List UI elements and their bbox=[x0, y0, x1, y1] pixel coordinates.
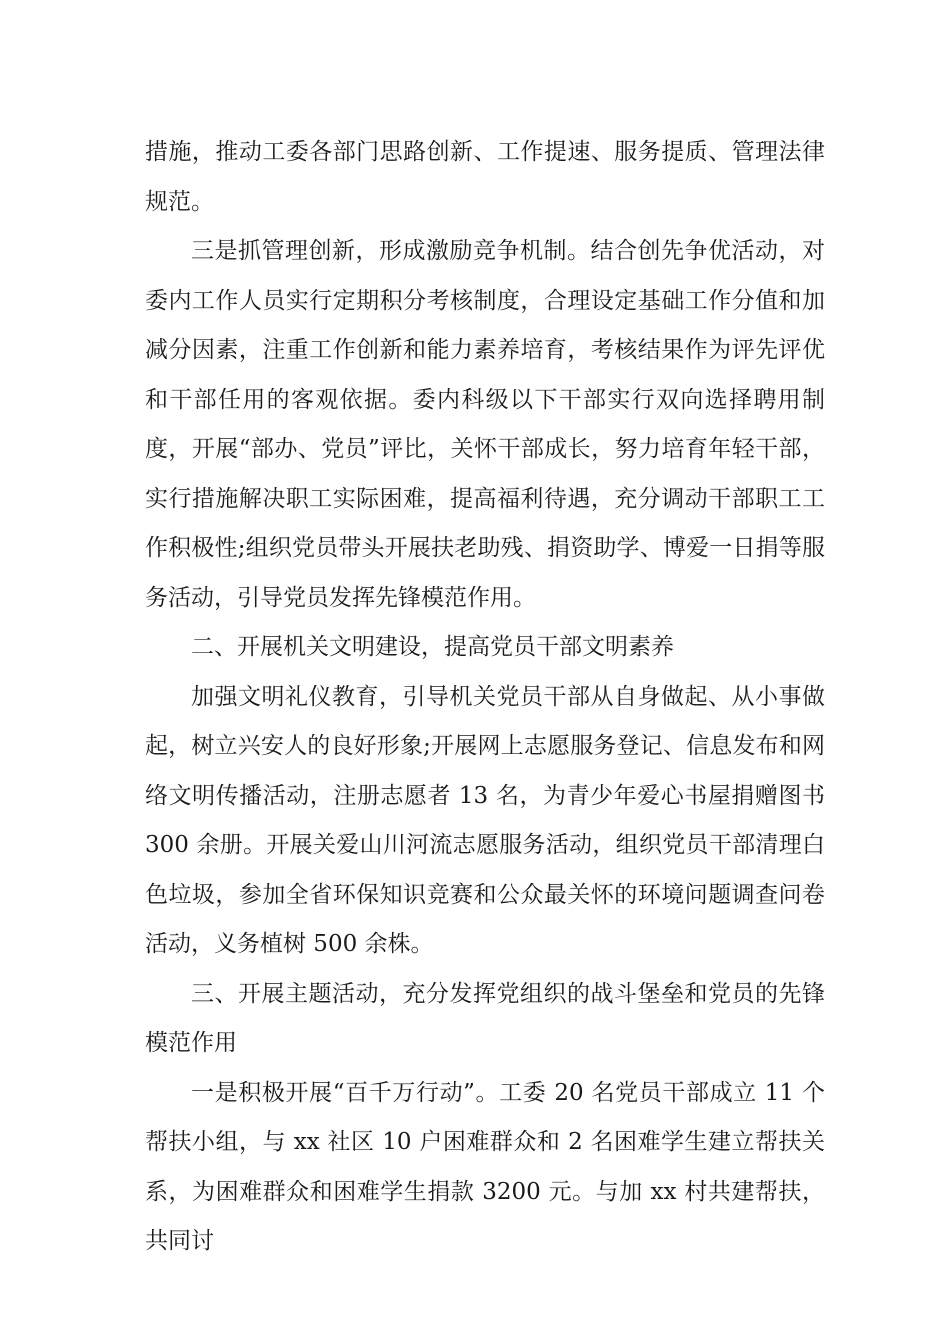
section-heading-civilization: 二、开展机关文明建设，提高党员干部文明素养 bbox=[191, 634, 674, 660]
section-heading-theme-activities: 三、开展主题活动，充分发挥党组织的战斗堡垒和党员的先锋模范作用 bbox=[145, 980, 825, 1056]
paragraph-management-innovation: 三是抓管理创新，形成激励竞争机制。结合创先争优活动，对委内工作人员实行定期积分考核制度，合理设定基础工作分值和加减分因素，注重工作创新和能力素养培育，考核结果作为评先评优和干部任用的客观依据。委内科级以下干部实行双向选择聘用制度，开展“部办、党员”评比，关怀干部成长，努力培育年轻干部，实行措施解决职工实际困难，提高福利待遇，充分调动干部职工工作积极性;组织党员带头开展扶老助残、捐资助学、博爱一日捐等服务活动，引导党员发挥先锋模范作用。 bbox=[145, 238, 825, 611]
paragraph-continuation: 措施，推动工委各部门思路创新、工作提速、服务提质、管理法律规范。 bbox=[145, 139, 825, 215]
paragraph-hundred-thousand-action: 一是积极开展“百千万行动”。工委 20 名党员干部成立 11 个帮扶小组，与 xx 社区 10 户困难群众和 2 名困难学生建立帮扶关系，为困难群众和困难学生捐款 3200 元。与加 xx 村共建帮扶，共同讨 bbox=[145, 1079, 825, 1254]
paragraph-civilization-etiquette: 加强文明礼仪教育，引导机关党员干部从自身做起、从小事做起，树立兴安人的良好形象;开展网上志愿服务登记、信息发布和网络文明传播活动，注册志愿者 13 名，为青少年爱心书屋捐赠图书 300 余册。开展关爱山川河流志愿服务活动，组织党员干部清理白色垃圾，参加全省环保知识竞赛和公众最关怀的环境问题调查问卷活动，义务植树 500 余株。 bbox=[145, 683, 825, 957]
document-body bbox=[145, 128, 825, 1267]
